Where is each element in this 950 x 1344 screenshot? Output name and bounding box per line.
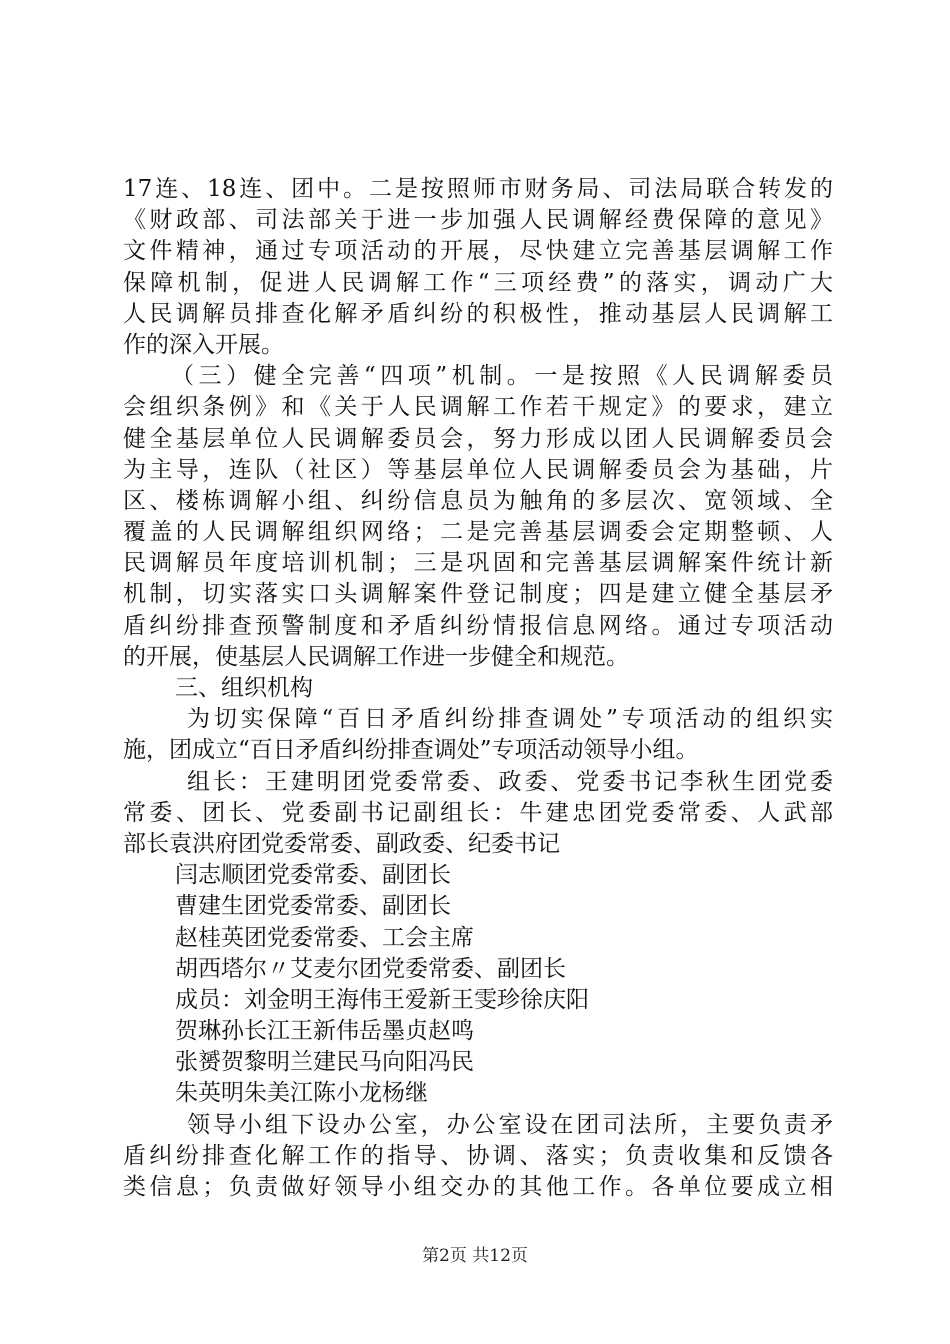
paragraph-line: 文件精神，通过专项活动的开展，尽快建立完善基层调解工作 bbox=[123, 238, 833, 265]
paragraph-line: 施，团成立“百日矛盾纠纷排查调处”专项活动领导小组。 bbox=[123, 737, 699, 764]
member-line: 朱英明朱美江陈小龙杨继 bbox=[175, 1080, 428, 1107]
member-line: 闫志顺团党委常委、副团长 bbox=[175, 862, 451, 889]
document-body bbox=[123, 174, 833, 1203]
paragraph-line: 会组织条例》和《关于人民调解工作若干规定》的要求，建立 bbox=[123, 394, 833, 421]
paragraph-line: 区、楼栋调解小组、纠纷信息员为触角的多层次、宽领域、全 bbox=[123, 487, 833, 514]
paragraph-line: 作的深入开展。 bbox=[123, 331, 284, 358]
paragraph-line: 人民调解员排查化解矛盾纠纷的积极性，推动基层人民调解工 bbox=[123, 300, 833, 327]
paragraph-line: 覆盖的人民调解组织网络；二是完善基层调委会定期整顿、人 bbox=[123, 519, 833, 546]
paragraph-line: 盾纠纷排查预警制度和矛盾纠纷情报信息网络。通过专项活动 bbox=[123, 612, 833, 639]
paragraph-line: 为主导，连队（社区）等基层单位人民调解委员会为基础，片 bbox=[123, 456, 833, 483]
member-line: 胡西塔尔〃艾麦尔团党委常委、副团长 bbox=[175, 955, 566, 982]
paragraph-line: 为切实保障“百日矛盾纠纷排查调处”专项活动的组织实 bbox=[187, 706, 833, 733]
paragraph-line: 领导小组下设办公室，办公室设在团司法所，主要负责矛 bbox=[187, 1111, 833, 1138]
paragraph-line: 民调解员年度培训机制；三是巩固和完善基层调解案件统计新 bbox=[123, 550, 833, 577]
member-line: 赵桂英团党委常委、工会主席 bbox=[175, 924, 474, 951]
paragraph-line: 类信息；负责做好领导小组交办的其他工作。各单位要成立相 bbox=[123, 1174, 833, 1200]
paragraph-line: 17连、18连、团中。二是按照师市财务局、司法局联合转发的 bbox=[123, 176, 833, 202]
paragraph-line: 机制，切实落实口头调解案件登记制度；四是建立健全基层矛 bbox=[123, 581, 833, 608]
member-line: 张赟贺黎明兰建民马向阳冯民 bbox=[175, 1049, 474, 1076]
paragraph-line: 的开展，使基层人民调解工作进一步健全和规范。 bbox=[123, 643, 629, 670]
member-line: 成员：刘金明王海伟王爱新王雯珍徐庆阳 bbox=[175, 986, 589, 1013]
paragraph-line: 组长：王建明团党委常委、政委、党委书记李秋生团党委 bbox=[187, 768, 833, 795]
section-heading: 三、组织机构 bbox=[175, 675, 313, 701]
member-line: 曹建生团党委常委、副团长 bbox=[175, 893, 451, 920]
member-line: 贺琳孙长江王新伟岳墨贞赵鸣 bbox=[175, 1018, 474, 1045]
paragraph-line: 常委、团长、党委副书记副组长：牛建忠团党委常委、人武部 bbox=[123, 799, 833, 826]
paragraph-line: 部长袁洪府团党委常委、副政委、纪委书记 bbox=[123, 830, 560, 857]
paragraph-line: （三）健全完善“四项”机制。一是按照《人民调解委员 bbox=[171, 363, 833, 390]
paragraph-line: 《财政部、司法部关于进一步加强人民调解经费保障的意见》 bbox=[123, 207, 833, 234]
paragraph-line: 保障机制，促进人民调解工作“三项经费”的落实，调动广大 bbox=[123, 269, 833, 296]
page-number-footer: 第2页 共12页 bbox=[422, 1246, 528, 1266]
paragraph-line: 健全基层单位人民调解委员会，努力形成以团人民调解委员会 bbox=[123, 425, 833, 452]
paragraph-line: 盾纠纷排查化解工作的指导、协调、落实；负责收集和反馈各 bbox=[123, 1142, 833, 1169]
